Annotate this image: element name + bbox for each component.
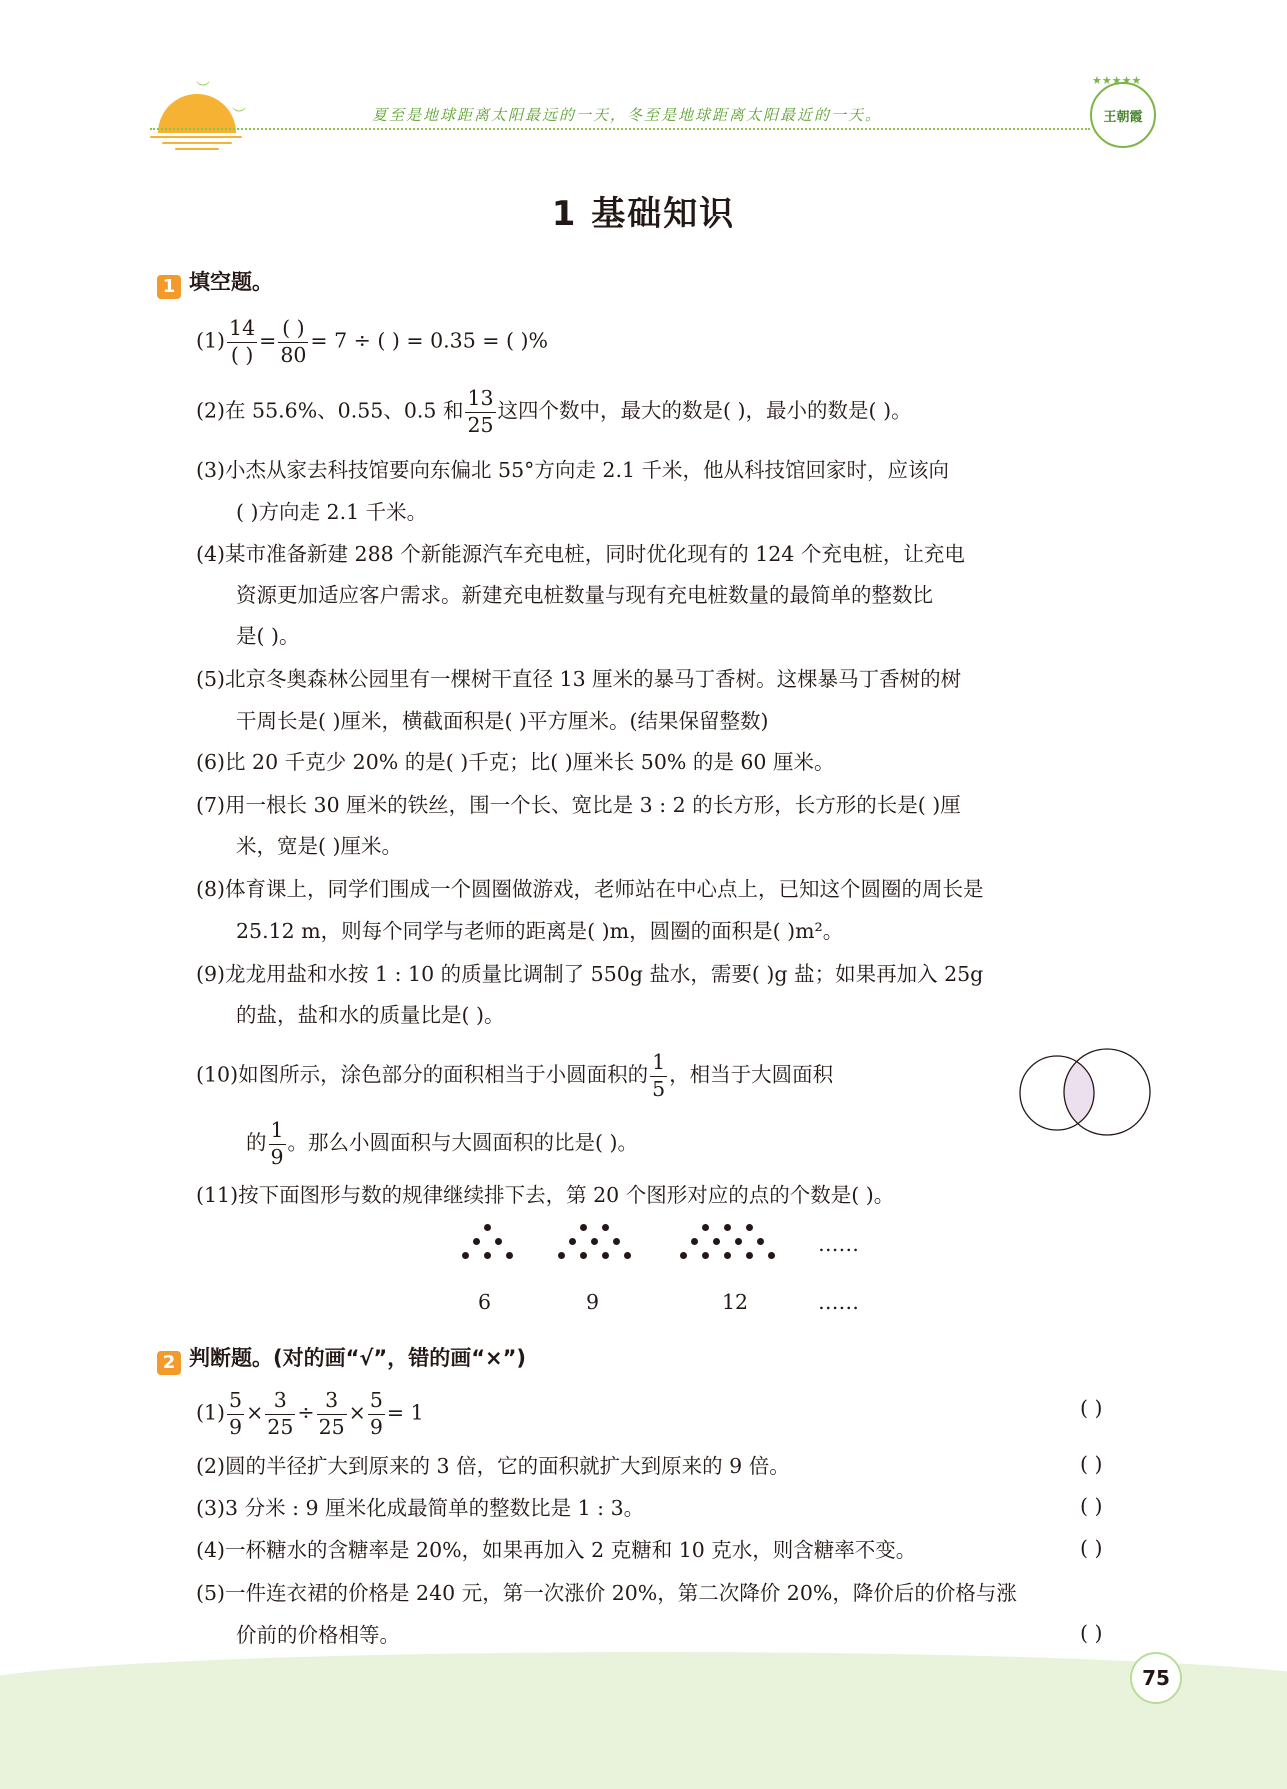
sun-reflection-line xyxy=(162,142,232,144)
section-number-badge: 2 xyxy=(157,1351,181,1375)
fraction: $\frac{1}{5}$ xyxy=(652,1050,666,1101)
question-1-5-cont: 干周长是( )厘米，横截面积是( )平方厘米。(结果保留整数) xyxy=(236,709,769,733)
dot xyxy=(569,1238,576,1245)
footer-band xyxy=(0,1680,1287,1789)
dot xyxy=(746,1252,753,1259)
answer-blank[interactable]: ( ) xyxy=(1080,1494,1103,1518)
question-2-1: (1) $\frac{5}{9}$ × $\frac{3}{25}$ ÷ $\frac{3}{25}$ × $\frac{5}{9}$ = 1 xyxy=(196,1388,424,1439)
question-1-4-cont: 是( )。 xyxy=(236,624,300,648)
header-divider xyxy=(150,128,1090,130)
question-2-5: (5)一件连衣裙的价格是 240 元，第一次涨价 20%，第二次降价 20%，降价后的价格与涨 xyxy=(196,1581,1017,1605)
dot xyxy=(462,1252,469,1259)
section-label: 判断题。(对的画“√”，错的画“×”) xyxy=(189,1346,527,1370)
bird-icon: ︶ xyxy=(196,81,210,97)
question-1-11: (11)按下面图形与数的规律继续排下去，第 20 个图形对应的点的个数是( )。 xyxy=(196,1183,895,1207)
question-1-3: (3)小杰从家去科技馆要向东偏北 55°方向走 2.1 千米，他从科技馆回家时，应该向 xyxy=(196,458,950,482)
question-2-2: (2)圆的半径扩大到原来的 3 倍，它的面积就扩大到原来的 9 倍。 xyxy=(196,1454,790,1478)
dot xyxy=(702,1224,709,1231)
dot xyxy=(768,1252,775,1259)
question-1-4: (4)某市准备新建 288 个新能源汽车充电桩，同时优化现有的 124 个充电桩，让充电 xyxy=(196,542,965,566)
question-1-2: (2)在 55.6%、0.55、0.5 和 $\frac{13}{25}$ 这四个数中，最大的数是( )，最小的数是( )。 xyxy=(196,386,912,437)
pattern-label: 12 xyxy=(722,1290,749,1314)
pattern-label: …… xyxy=(818,1290,859,1314)
question-number: (1) xyxy=(196,328,226,353)
dot xyxy=(691,1238,698,1245)
question-1-10-cont: 的 $\frac{1}{9}$ 。那么小圆面积与大圆面积的比是( )。 xyxy=(246,1118,639,1169)
header-motto: 夏至是地球距离太阳最远的一天，冬至是地球距离太阳最近的一天。 xyxy=(372,106,883,124)
pattern-label: 6 xyxy=(478,1290,492,1314)
dot xyxy=(746,1224,753,1231)
question-1-3-cont: ( )方向走 2.1 千米。 xyxy=(236,500,428,524)
pattern-ellipsis: …… xyxy=(818,1232,859,1256)
pattern-label: 9 xyxy=(586,1290,600,1314)
question-1-5: (5)北京冬奥森林公园里有一棵树干直径 13 厘米的暴马丁香树。这棵暴马丁香树的树 xyxy=(196,667,962,691)
answer-blank[interactable]: ( ) xyxy=(1080,1396,1103,1420)
dot xyxy=(580,1224,587,1231)
stars-icon: ★★★★★ xyxy=(1092,74,1142,87)
dot xyxy=(680,1252,687,1259)
page-number: 75 xyxy=(1130,1652,1182,1704)
overlapping-circles-figure xyxy=(1010,1045,1160,1137)
fraction: $\frac{( )}{80}$ xyxy=(280,316,307,367)
question-1-4-cont: 资源更加适应客户需求。新建充电桩数量与现有充电桩数量的最简单的整数比 xyxy=(236,583,933,607)
answer-blank[interactable]: ( ) xyxy=(1080,1621,1103,1645)
question-2-3: (3)3 分米 : 9 厘米化成最简单的整数比是 1 : 3。 xyxy=(196,1496,645,1520)
dot xyxy=(757,1238,764,1245)
question-1-8: (8)体育课上，同学们围成一个圆圈做游戏，老师站在中心点上，已知这个圆圈的周长是 xyxy=(196,877,984,901)
dot xyxy=(624,1252,631,1259)
dot-pattern-figure xyxy=(440,1218,890,1268)
question-2-5-cont: 价前的价格相等。 xyxy=(236,1623,400,1647)
fraction: $\frac{1}{9}$ xyxy=(270,1118,284,1169)
question-1-7: (7)用一根长 30 厘米的铁丝，围一个长、宽比是 3 : 2 的长方形，长方形的长是( )厘 xyxy=(196,793,961,817)
fraction: $\frac{13}{25}$ xyxy=(467,386,494,437)
section-header-true-false xyxy=(157,1342,526,1375)
page-title: 1 基础知识 xyxy=(551,194,736,234)
dot xyxy=(484,1252,491,1259)
bird-icon: ︶ xyxy=(232,107,246,123)
dot xyxy=(484,1224,491,1231)
dot xyxy=(506,1252,513,1259)
question-1-7-cont: 米，宽是( )厘米。 xyxy=(236,834,403,858)
question-2-4: (4)一杯糖水的含糖率是 20%，如果再加入 2 克糖和 10 克水，则含糖率不变。 xyxy=(196,1538,917,1562)
dot xyxy=(495,1238,502,1245)
question-1-6: (6)比 20 千克少 20% 的是( )千克；比( )厘米长 50% 的是 60 厘米。 xyxy=(196,750,835,774)
question-1-9-cont: 的盐，盐和水的质量比是( )。 xyxy=(236,1003,505,1027)
section-label: 填空题。 xyxy=(189,270,273,294)
dot xyxy=(713,1238,720,1245)
dot xyxy=(602,1252,609,1259)
dot xyxy=(724,1224,731,1231)
dot xyxy=(724,1252,731,1259)
brand-logo: 王朝霞 xyxy=(1090,82,1156,148)
section-number-badge: 1 xyxy=(157,275,181,299)
question-1-10: (10)如图所示，涂色部分的面积相当于小圆面积的 $\frac{1}{5}$ ，相当于大圆面积 xyxy=(196,1050,834,1101)
dot xyxy=(602,1224,609,1231)
fraction: $\frac{14}{( )}$ xyxy=(229,316,256,367)
answer-blank[interactable]: ( ) xyxy=(1080,1536,1103,1560)
dot xyxy=(473,1238,480,1245)
dot xyxy=(613,1238,620,1245)
question-1-1: (1) $\frac{14}{( )}$ = $\frac{( )}{80}$ = 7 ÷ ( ) = 0.35 = ( )% xyxy=(196,316,548,367)
section-header-fill-blank xyxy=(157,266,273,299)
dot xyxy=(558,1252,565,1259)
sun-reflection-line xyxy=(150,136,242,138)
answer-blank[interactable]: ( ) xyxy=(1080,1452,1103,1476)
question-1-9: (9)龙龙用盐和水按 1 : 10 的质量比调制了 550g 盐水，需要( )g 盐；如果再加入 25g xyxy=(196,962,984,986)
dot xyxy=(735,1238,742,1245)
dot xyxy=(580,1252,587,1259)
dot xyxy=(702,1252,709,1259)
sun-reflection-line xyxy=(175,148,219,150)
dot xyxy=(591,1238,598,1245)
question-1-8-cont: 25.12 m，则每个同学与老师的距离是( )m，圆圈的面积是( )m²。 xyxy=(236,919,844,943)
